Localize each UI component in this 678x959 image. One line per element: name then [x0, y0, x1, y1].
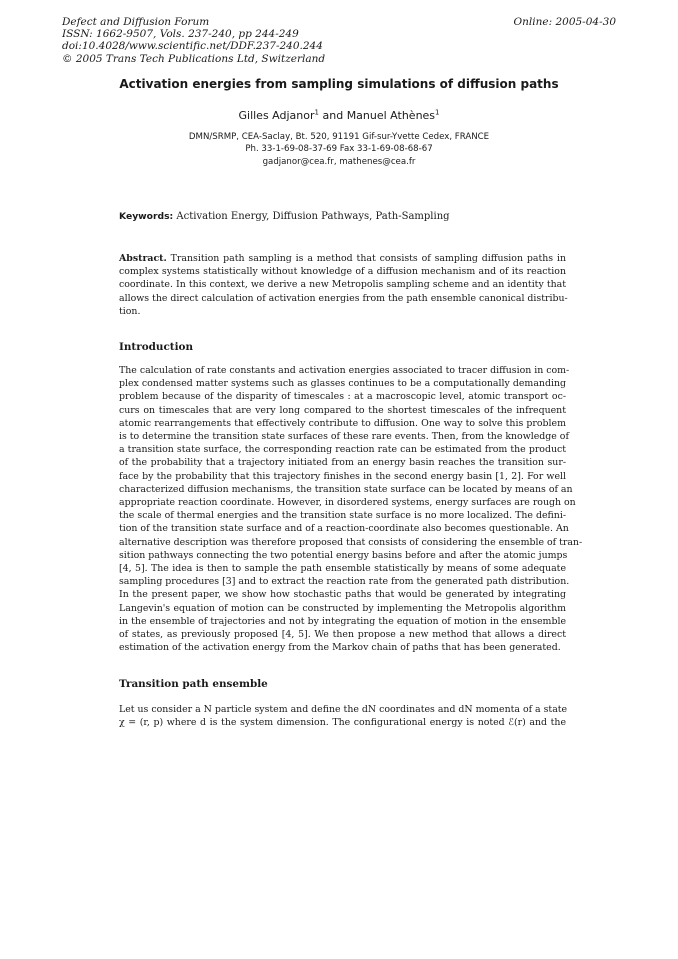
- journal-header: [62, 16, 325, 65]
- abstract-line: [119, 252, 566, 265]
- paragraph-line: face by the probability that this trajectory finishes in the second energy basin [1, 2]. For well: [119, 470, 566, 482]
- paragraph-line: the scale of thermal energies and the transition state surface is no more localized. The defini-: [119, 510, 566, 522]
- abstract-line: coordinate. In this context, we derive a new Metropolis sampling scheme and an identity that: [119, 279, 566, 291]
- journal-doi: doi:10.4028/www.scientific.net/DDF.237-240.244: [62, 40, 323, 53]
- author-list: [0, 109, 678, 122]
- paragraph-line: Let us consider a N particle system and define the dN coordinates and dN momenta of a state: [119, 704, 568, 715]
- abstract-line: tion.: [119, 305, 141, 317]
- affiliation-address: DMN/SRMP, CEA-Saclay, Bt. 520, 91191 Gif-sur-Yvette Cedex, FRANCE: [188, 132, 490, 142]
- paragraph-line: atomic rearrangements that effectively contribute to diffusion. One way to solve this problem: [119, 417, 566, 429]
- paper-title: Activation energies from sampling simulations of diffusion paths: [119, 77, 559, 91]
- affiliation: [0, 131, 678, 168]
- author-name: Gilles Adjanor: [238, 109, 315, 122]
- abstract-line: allows the direct calculation of activation energies from the path ensemble canonical distribu-: [119, 292, 568, 304]
- paragraph-line: curs on timescales that are very long compared to the shortest timescales of the infrequent: [119, 404, 566, 416]
- paragraph-line: of states, as previously proposed [4, 5]. We then propose a new method that allows a direct: [119, 629, 566, 641]
- section-heading-introduction: Introduction: [119, 341, 193, 353]
- paragraph-line: plex condensed matter systems such as glasses continues to be a computationally demanding: [119, 378, 566, 390]
- transition-path-paragraph: [119, 703, 566, 729]
- paragraph-line: of the probability that a trajectory initiated from an energy basin reaches the transition sur-: [119, 457, 566, 469]
- journal-issn: ISSN: 1662-9507, Vols. 237-240, pp 244-249: [62, 28, 299, 41]
- journal-copyright: © 2005 Trans Tech Publications Ltd, Switzerland: [62, 52, 326, 65]
- introduction-paragraph: [119, 364, 583, 654]
- abstract: [119, 252, 566, 318]
- affiliation-marker: 1: [314, 108, 319, 117]
- section-heading-transition-path-ensemble: Transition path ensemble: [119, 678, 268, 690]
- paragraph-line: Langevin's equation of motion can be constructed by implementing the Metropolis algorithm: [119, 602, 566, 614]
- journal-name: Defect and Diffusion Forum: [62, 16, 210, 28]
- paragraph-line: [4, 5]. The idea is then to sample the path ensemble statistically by means of some adequate: [119, 563, 566, 575]
- author-conjunction: and: [318, 109, 347, 122]
- online-date: Online: 2005-04-30: [513, 16, 616, 28]
- author-name: Manuel Athènes: [346, 109, 436, 122]
- paragraph-line: characterized diffusion mechanisms, the transition state surface can be located by means of an: [119, 483, 573, 495]
- paragraph-line: is to determine the transition state surfaces of these rare events. Then, from the knowledge of: [119, 431, 569, 443]
- paragraph-line: estimation of the activation energy from the Markov chain of paths that has been generated.: [119, 642, 561, 654]
- affiliation-emails: gadjanor@cea.fr, mathenes@cea.fr: [262, 156, 416, 167]
- paragraph-line: alternative description was therefore proposed that consists of considering the ensemble of tran-: [119, 536, 583, 548]
- paragraph-line: a transition state surface, the corresponding reaction rate can be estimated from the product: [119, 444, 566, 456]
- paragraph-line: sampling procedures [3] and to extract the reaction rate from the generated path distribution.: [119, 576, 570, 588]
- paragraph-line: tion of the transition state surface and of a reaction-coordinate also becomes questionable. An: [119, 523, 569, 535]
- paragraph-line: The calculation of rate constants and activation energies associated to tracer diffusion in com-: [119, 365, 570, 376]
- paragraph-line: In the present paper, we show how stochastic paths that would be generated by integrating: [119, 589, 566, 601]
- keywords-text: Activation Energy, Diffusion Pathways, Path-Sampling: [173, 211, 450, 222]
- paragraph-line: in the ensemble of trajectories and not by integrating the equation of motion in the ensemble: [119, 615, 566, 627]
- paragraph-line: problem because of the disparity of timescales : at a macroscopic level, atomic transport oc-: [119, 391, 566, 403]
- paragraph-line: χ = (r, p) where d is the system dimension. The configurational energy is noted ℰ(r) and the: [119, 717, 566, 729]
- keywords: [119, 211, 450, 222]
- abstract-line: complex systems statistically without knowledge of a diffusion mechanism and of its reaction: [119, 266, 566, 278]
- affiliation-phone: Ph. 33-1-69-08-37-69 Fax 33-1-69-08-68-67: [245, 144, 433, 155]
- paragraph-line: sition pathways connecting the two potential energy basins before and after the atomic jumps: [119, 549, 568, 561]
- keywords-label: Keywords:: [119, 211, 174, 222]
- paragraph-line: appropriate reaction coordinate. However, in disordered systems, energy surfaces are rough on: [119, 497, 576, 509]
- abstract-label: Abstract.: [119, 253, 167, 264]
- abstract-text: Transition path sampling is a method that consists of sampling diffusion paths in: [166, 253, 566, 264]
- affiliation-marker: 1: [435, 108, 440, 117]
